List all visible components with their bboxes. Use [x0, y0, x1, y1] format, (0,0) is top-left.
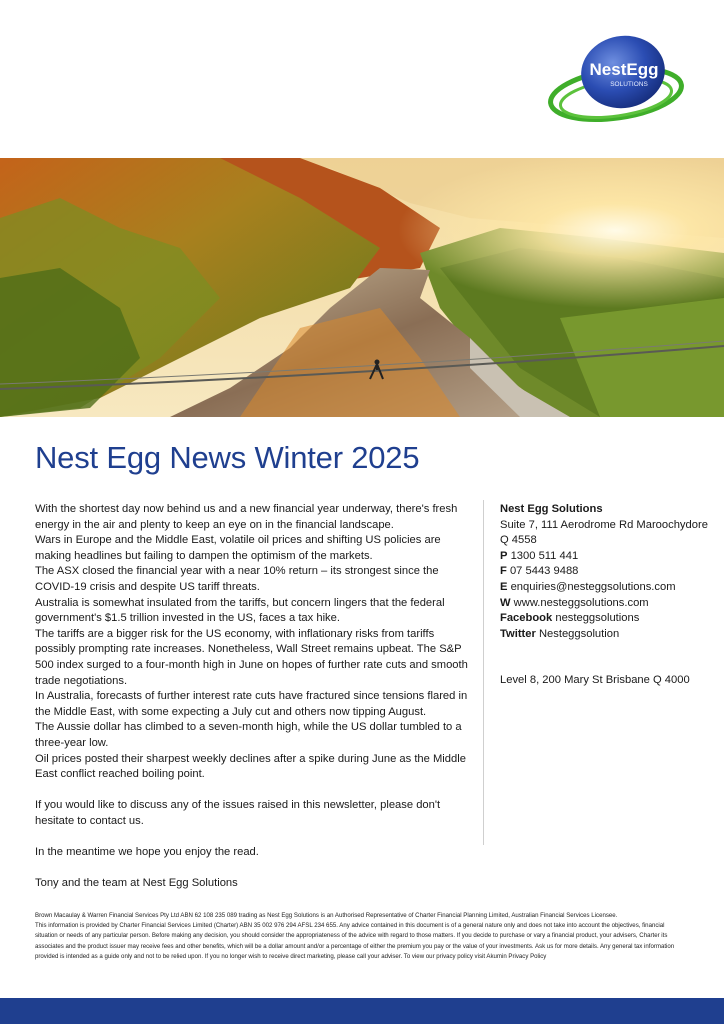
signature-line: Tony and the team at Nest Egg Solutions [35, 877, 238, 890]
contact-twitter-link[interactable]: Nesteggsolution [538, 627, 620, 640]
logo-brand-text: NestEgg [589, 60, 659, 79]
contact-company: Nest Egg Solutions [500, 503, 603, 515]
twitter-label: Twitter [500, 627, 536, 640]
contact-address-line1: Suite 7, 111 Aerodrome Rd Maroochydore [500, 518, 708, 531]
phone-label: P [500, 549, 508, 562]
contact-website-link[interactable]: www.nesteggsolutions.com [513, 596, 649, 609]
fax-label: F [500, 565, 507, 578]
body-paragraph: Australia is somewhat insulated from the tariffs, but concern lingers that the federal government's $1.5 trillion invested in the US, faces a tax hike. [35, 596, 445, 625]
logo-sub-text: SOLUTIONS [610, 81, 648, 88]
newsletter-body [35, 502, 475, 892]
body-paragraph: Wars in Europe and the Middle East, volatile oil prices and shifting US policies are making headlines but failing to dampen the optimism of the markets. [35, 534, 441, 562]
web-label: W [500, 596, 511, 609]
contact-facebook-link[interactable]: nesteggsolutions [555, 612, 640, 625]
email-label: E [500, 580, 508, 593]
body-paragraph: The tariffs are a bigger risk for the US economy, with inflationary risks from tariffs possibly prompting rate increases. Nonetheless, Wall Street remains upbeat. The S&P 500 index surged to a four-month high in June on hopes of further rate cuts and smooth trade negotiations. [35, 627, 468, 687]
legal-disclaimer [35, 911, 685, 962]
contact-phone[interactable]: 1300 511 441 [510, 549, 579, 562]
contact-email-link[interactable]: enquiries@nesteggsolutions.com [510, 580, 676, 593]
contact-fax: 07 5443 9488 [509, 565, 579, 578]
facebook-label: Facebook [500, 612, 553, 625]
contact-address-line2: Q 4558 [500, 534, 537, 547]
body-paragraph: The ASX closed the financial year with a near 10% return – its strongest since the COVID-19 crisis and despite US tariff threats. [35, 565, 439, 593]
closing-paragraph: In the meantime we hope you enjoy the read. [35, 846, 259, 859]
body-paragraph: In Australia, forecasts of further interest rate cuts have fractured since tensions flared in the Middle East, with some expecting a July cut and others now tipping August. [35, 690, 468, 718]
body-paragraph: Oil prices posted their sharpest weekly declines after a spike during June as the Middle East conflict reached boiling point. [35, 752, 466, 781]
body-paragraph: With the shortest day now behind us and a new financial year underway, there's fresh energy in the air and plenty to keep an eye on in the financial landscape. [35, 503, 458, 531]
disclaimer-paragraph: Brown Macaulay & Warren Financial Services Pty Ltd ABN 62 108 235 089 trading as Nest Egg Solutions is an Authorised Representative of Charter Financial Planning Limited, Australian Financial Services Licensee. [35, 912, 618, 919]
contact-details [500, 502, 720, 689]
disclaimer-paragraph: This information is provided by Charter Financial Services Limited (Charter) ABN 35 002 976 294 AFSL 234 655. Any advice contained in this document is of a general nature only and does not take into account the objectives, financial situation or needs of any particular person. Before making any decision, you should consider the appropriateness of the advice with regard to those matters. If you decide to purchase or vary a financial product, your advisers, Charter its associates and the product issuer may receive fees and other benefits, which will be a dollar amount and/or a percentage of either the premium you pay or the value of your investments. Ask us for more details. Any general tax information provided is intended as a guide only and not to be relied upon. If you no longer wish to receive direct marketing, please call your adviser. To view our privacy policy visit Akumin Privacy Policy [35, 922, 675, 960]
nest-egg-logo [545, 30, 687, 126]
body-paragraph: The Aussie dollar has climbed to a seven-month high, while the US dollar tumbled to a three-year low. [35, 721, 462, 749]
closing-paragraph: If you would like to discuss any of the issues raised in this newsletter, please don't hesitate to contact us. [35, 799, 441, 827]
hero-landscape-image [0, 158, 724, 417]
contact-address-brisbane: Level 8, 200 Mary St Brisbane Q 4000 [500, 674, 690, 687]
column-divider [483, 500, 484, 845]
page-title: Nest Egg News Winter 2025 [35, 440, 420, 475]
footer-bar [0, 998, 724, 1024]
